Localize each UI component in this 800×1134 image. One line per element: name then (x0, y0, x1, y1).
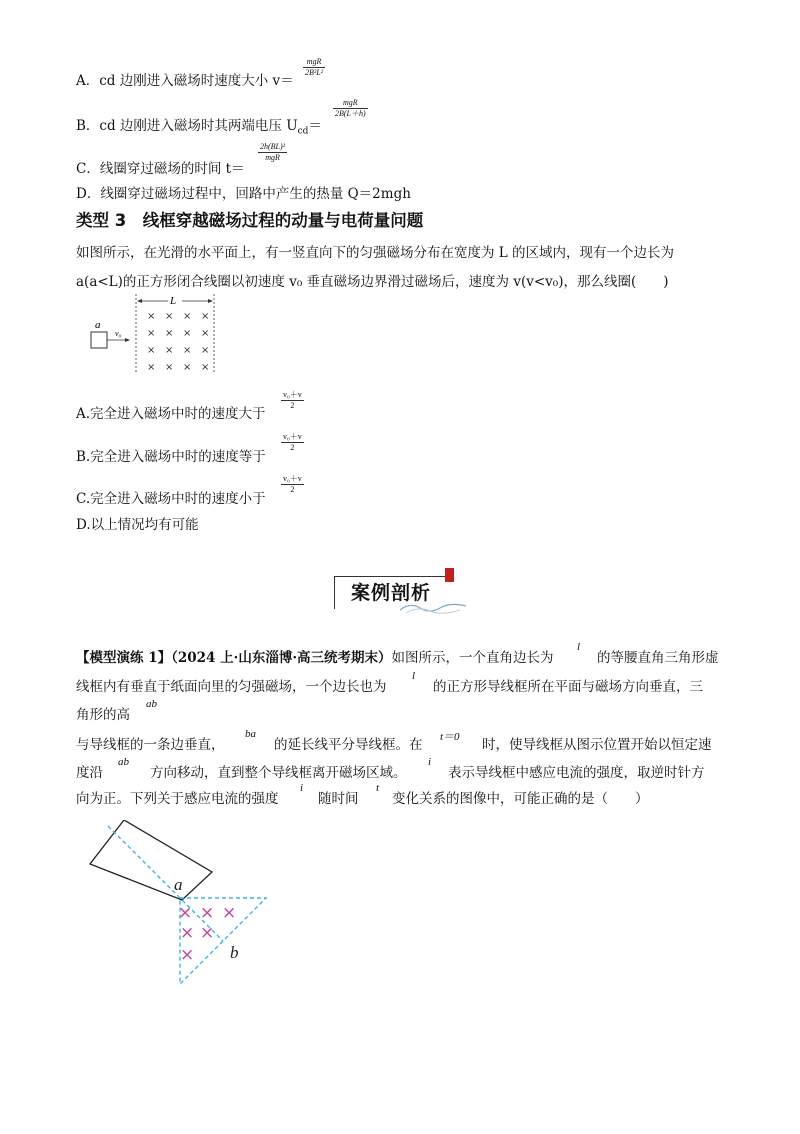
svg-text:×: × (200, 903, 215, 923)
square-coil (91, 332, 107, 348)
option-a-fraction: mgR 2B²L² (305, 57, 324, 77)
svg-text:×: × (201, 362, 210, 373)
option-b-fraction: mgR 2B(L＋h) (335, 98, 366, 118)
svg-text:×: × (165, 345, 174, 356)
choice-c: C.完全进入磁场中时的速度小于 (76, 491, 266, 507)
option-b: B．cd 边刚进入磁场时其两端电压 $U_{cd}=$ (76, 118, 322, 137)
svg-text:×: × (222, 903, 237, 923)
square-frame (90, 820, 212, 900)
option-c-fraction: 2h(BL)² mgR (260, 142, 286, 162)
banner-title: 案例剖析 (334, 576, 447, 609)
choice-d: D.以上情况均有可能 (76, 517, 199, 533)
choice-c-fraction: $\frac{\text{v₀＋v}}{2}$ (283, 474, 302, 494)
svg-text:×: × (147, 328, 156, 339)
svg-text:×: × (183, 328, 192, 339)
problem-line-1: 如图所示，在光滑的水平面上，有一竖直向下的匀强磁场分布在宽度为 L 的区域内，现有一个边长为 (76, 245, 675, 261)
choice-b-fraction: $\frac{\text{v₀＋v}}{2}$ (283, 432, 302, 452)
frame-triangle-figure (80, 820, 280, 995)
svg-text:×: × (147, 345, 156, 356)
model-line-2: 线框内有垂直于纸面向里的匀强磁场，一个边长也为 (76, 679, 387, 695)
field-crosses (147, 311, 209, 373)
label-L: L (170, 295, 177, 307)
field-figure (84, 290, 224, 380)
svg-text:×: × (183, 345, 192, 356)
model-line-1: 【模型演练 1】（2024 上·山东淄博·高三统考期末）如图所示，一个直角边长为 (76, 650, 554, 666)
svg-text:×: × (180, 923, 195, 943)
model-line-6: 向为正。下列关于感应电流的强度 (76, 791, 279, 807)
svg-text:×: × (180, 945, 195, 965)
svg-text:×: × (200, 923, 215, 943)
choice-a-fraction: $\frac{\text{v₀＋v}}{2}$ (283, 390, 302, 410)
svg-text:×: × (178, 903, 193, 923)
svg-text:×: × (147, 362, 156, 373)
svg-text:×: × (183, 362, 192, 373)
option-a-text: A．cd 边刚进入磁场时速度大小 v＝ (76, 73, 294, 89)
choice-a: A.完全进入磁场中时的速度大于 (76, 406, 266, 422)
svg-text:×: × (165, 311, 174, 322)
option-c: C．线圈穿过磁场的时间 t＝ (76, 161, 245, 177)
banner-wave-decoration (400, 600, 466, 614)
choice-b: B.完全进入磁场中时的速度等于 (76, 449, 266, 465)
label-v0: v₀ (115, 329, 122, 338)
svg-text:×: × (201, 311, 210, 322)
svg-text:×: × (147, 311, 156, 322)
section-heading: 类型 3 线框穿越磁场过程的动量与电荷量问题 (76, 211, 424, 230)
model-line-5: 度沿 (76, 765, 103, 781)
model-line-3: 角形的高 (76, 707, 130, 723)
model-line-4: 与导线框的一条边垂直， (76, 737, 225, 753)
option-d: D．线圈穿过磁场过程中，回路中产生的热量 Q＝2mgh (76, 186, 411, 202)
svg-text:×: × (165, 362, 174, 373)
svg-text:×: × (201, 345, 210, 356)
label-a-fig2: a (174, 875, 183, 894)
banner-red-block (445, 568, 454, 582)
label-a: a (95, 319, 101, 331)
svg-text:×: × (201, 328, 210, 339)
label-b-fig2: b (230, 943, 239, 962)
model-source: （2024 上·山东淄博·高三统考期末） (171, 650, 392, 666)
option-a (76, 69, 294, 89)
problem-line-2: a(a<L)的正方形闭合线圈以初速度 v₀ 垂直磁场边界滑过磁场后，速度为 v(v<v₀)，那么线圈( ) (76, 274, 669, 290)
triangle-crosses (178, 903, 236, 965)
svg-text:×: × (183, 311, 192, 322)
model-tag: 【模型演练 1】 (76, 650, 172, 666)
svg-text:×: × (165, 328, 174, 339)
